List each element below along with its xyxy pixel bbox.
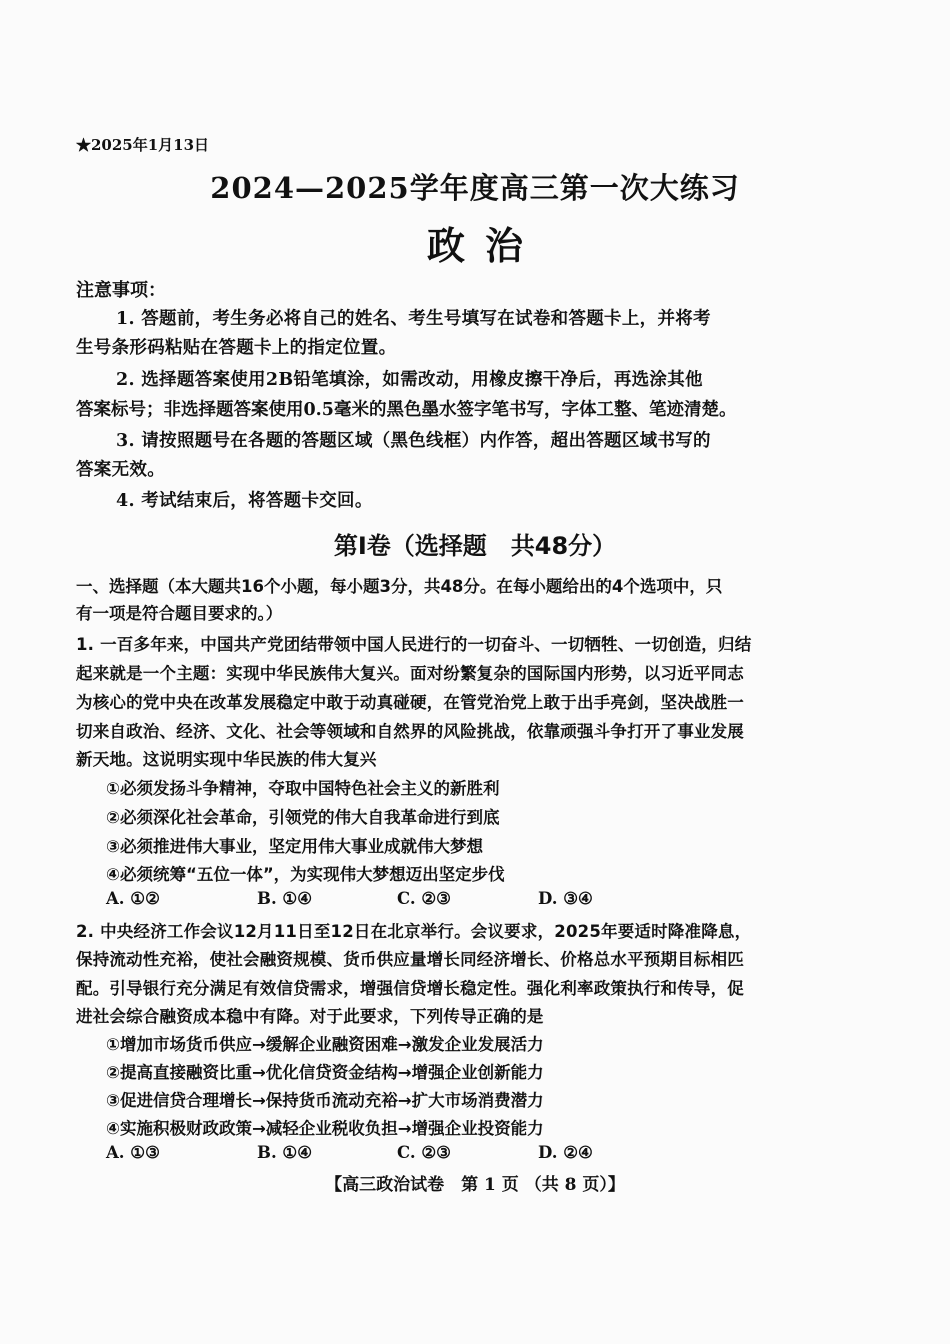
question-1-choice-b: B. ①④ — [257, 889, 313, 908]
page-footer: 【高三政治试卷 第 1 页 （共 8 页）】 — [325, 1175, 625, 1195]
question-2-statement: ②提高直接融资比重→优化信贷资金结构→增强企业创新能力 — [106, 1063, 544, 1082]
section-instruction: 一、选择题（本大题共16个小题，每小题3分，共48分。在每小题给出的4个选项中，只 — [76, 577, 723, 596]
question-1-line: 新天地。这说明实现中华民族的伟大复兴 — [76, 750, 377, 769]
question-2-line: 配。引导银行充分满足有效信贷需求，增强信贷增长稳定性。强化利率政策执行和传导，促 — [76, 979, 744, 998]
question-2-line: 保持流动性充裕，使社会融资规模、货币供应量增长同经济增长、价格总水平预期目标相匹 — [76, 950, 744, 969]
notice-line: 答案无效。 — [76, 460, 165, 480]
question-1-statement: ①必须发扬斗争精神，夺取中国特色社会主义的新胜利 — [106, 779, 500, 798]
notice-line: 生号条形码粘贴在答题卡上的指定位置。 — [76, 338, 397, 358]
question-2-choice-d: D. ②④ — [538, 1143, 593, 1162]
question-2-choice-a: A. ①③ — [106, 1143, 160, 1162]
section-title: 第Ⅰ卷（选择题 共48分） — [333, 532, 617, 560]
question-2-statement: ④实施积极财政政策→减轻企业税收负担→增强企业投资能力 — [106, 1119, 544, 1138]
question-2-line: 进社会综合融资成本稳中有降。对于此要求，下列传导正确的是 — [76, 1007, 544, 1026]
question-1-line: 切来自政治、经济、文化、社会等领域和自然界的风险挑战，依靠顽强斗争打开了事业发展 — [76, 722, 744, 741]
question-2-statement: ③促进信贷合理增长→保持货币流动充裕→扩大市场消费潜力 — [106, 1091, 544, 1110]
notice-line: 4. 考试结束后，将答题卡交回。 — [116, 491, 373, 511]
subject-title: 政治 — [426, 223, 543, 268]
question-2-choice-c: C. ②③ — [397, 1143, 451, 1162]
notice-line: 3. 请按照题号在各题的答题区域（黑色线框）内作答，超出答题区域书写的 — [116, 431, 711, 451]
exam-title: 2024—2025学年度高三第一次大练习 — [210, 171, 740, 205]
question-1-choice-a: A. ①② — [106, 889, 160, 908]
question-2-line: 2. 中央经济工作会议12月11日至12日在北京举行。会议要求，2025年要适时降准降息， — [76, 922, 752, 941]
question-1-choice-d: D. ③④ — [538, 889, 593, 908]
question-2-statement: ①增加市场货币供应→缓解企业融资困难→激发企业发展活力 — [106, 1035, 544, 1054]
question-1-line: 1. 一百多年来，中国共产党团结带领中国人民进行的一切奋斗、一切牺牲、一切创造，归结 — [76, 635, 752, 654]
question-1-statement: ②必须深化社会革命，引领党的伟大自我革命进行到底 — [106, 808, 500, 827]
question-1-choice-c: C. ②③ — [397, 889, 451, 908]
question-1-line: 为核心的党中央在改革发展稳定中敢于动真碰硬，在管党治党上敢于出手亮剑，坚决战胜一 — [76, 693, 744, 712]
question-1-statement: ④必须统筹“五位一体”，为实现伟大梦想迈出坚定步伐 — [106, 865, 505, 884]
notice-line: 答案标号；非选择题答案使用0.5毫米的黑色墨水签字笔书写，字体工整、笔迹清楚。 — [76, 400, 737, 420]
notice-line: 1. 答题前，考生务必将自己的姓名、考生号填写在试卷和答题卡上，并将考 — [116, 309, 711, 329]
notice-line: 2. 选择题答案使用2B铅笔填涂，如需改动，用橡皮擦干净后，再选涂其他 — [116, 370, 703, 390]
question-1-statement: ③必须推进伟大事业，坚定用伟大事业成就伟大梦想 — [106, 837, 483, 856]
exam-date: ★2025年1月13日 — [76, 136, 210, 154]
question-2-choice-b: B. ①④ — [257, 1143, 313, 1162]
notice-heading: 注意事项： — [76, 280, 166, 301]
question-1-line: 起来就是一个主题：实现中华民族伟大复兴。面对纷繁复杂的国际国内形势，以习近平同志 — [76, 664, 744, 683]
section-instruction: 有一项是符合题目要求的。） — [76, 604, 283, 623]
